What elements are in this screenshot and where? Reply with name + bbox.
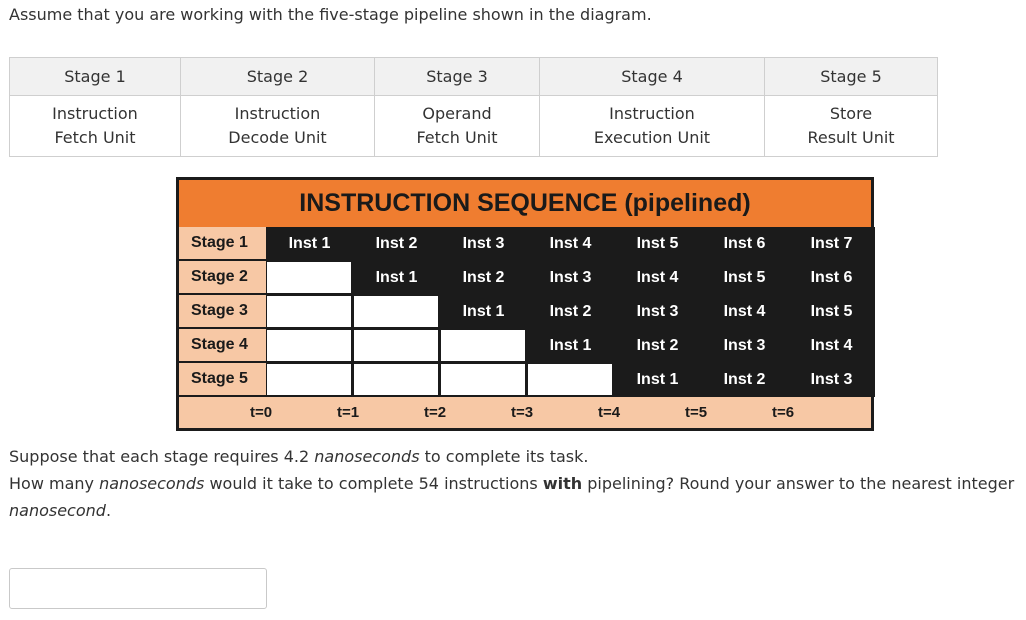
question-text: would it take to complete 54 instructions <box>204 474 543 493</box>
stage-unit-row <box>10 96 938 157</box>
question-strong: with <box>542 474 583 493</box>
stage-row-label: Stage 5 <box>179 363 266 397</box>
instruction-cell: Inst 1 <box>440 295 527 329</box>
time-axis <box>179 397 871 428</box>
unit-line: Instruction <box>234 104 321 123</box>
question-emphasis: nanoseconds <box>99 474 205 493</box>
instruction-cell: Inst 2 <box>701 363 788 397</box>
diagram-title: INSTRUCTION SEQUENCE (pipelined) <box>179 180 871 227</box>
instruction-cell: Inst 2 <box>353 227 440 261</box>
question-line-3 <box>9 501 111 520</box>
time-tick-label: t=1 <box>337 404 360 421</box>
unit-line: Instruction <box>609 104 695 123</box>
question-text: to complete its task. <box>419 447 589 466</box>
question-text: Suppose that each stage requires 4.2 <box>9 447 315 466</box>
stage-header: Stage 1 <box>10 58 181 96</box>
instruction-cell: Inst 2 <box>614 329 701 363</box>
empty-cell <box>353 295 440 329</box>
instruction-cell: Inst 3 <box>527 261 614 295</box>
pipeline-grid <box>179 227 875 397</box>
instruction-cell: Inst 4 <box>701 295 788 329</box>
question-line-2 <box>9 474 1026 493</box>
empty-cell <box>440 363 527 397</box>
stage-row-label: Stage 2 <box>179 261 266 295</box>
instruction-cell: Inst 3 <box>701 329 788 363</box>
empty-cell <box>266 363 353 397</box>
question-emphasis: nanoseconds <box>314 447 420 466</box>
pipeline-diagram <box>176 177 874 431</box>
instruction-cell: Inst 5 <box>701 261 788 295</box>
empty-cell <box>266 329 353 363</box>
unit-line: Decode Unit <box>228 128 327 147</box>
unit-line: Result Unit <box>807 128 895 147</box>
question-text: . <box>105 501 112 520</box>
empty-cell <box>266 295 353 329</box>
time-tick-label: t=2 <box>424 404 447 421</box>
stage-unit-cell <box>540 96 765 157</box>
stage-header: Stage 2 <box>181 58 375 96</box>
question-text: How many <box>9 474 100 493</box>
instruction-cell: Inst 2 <box>440 261 527 295</box>
stage-row-label: Stage 1 <box>179 227 266 261</box>
unit-line: Fetch Unit <box>54 128 136 147</box>
stage-header-row <box>10 58 938 96</box>
unit-line: Store <box>829 104 873 123</box>
time-tick-label: t=4 <box>598 404 621 421</box>
instruction-cell: Inst 4 <box>527 227 614 261</box>
stage-unit-cell <box>10 96 181 157</box>
instruction-cell: Inst 6 <box>701 227 788 261</box>
stage-unit-cell <box>375 96 540 157</box>
instruction-cell: Inst 7 <box>788 227 875 261</box>
unit-line: Instruction <box>52 104 138 123</box>
instruction-cell: Inst 5 <box>788 295 875 329</box>
stage-header: Stage 5 <box>765 58 938 96</box>
intro-text: Assume that you are working with the five-stage pipeline shown in the diagram. <box>9 5 652 24</box>
time-tick-label: t=6 <box>772 404 795 421</box>
stage-row-label: Stage 4 <box>179 329 266 363</box>
empty-cell <box>266 261 353 295</box>
instruction-cell: Inst 1 <box>527 329 614 363</box>
unit-line: Execution Unit <box>593 128 711 147</box>
instruction-cell: Inst 1 <box>266 227 353 261</box>
time-tick-label: t=3 <box>511 404 534 421</box>
empty-cell <box>353 329 440 363</box>
unit-line: Operand <box>422 104 492 123</box>
empty-cell <box>353 363 440 397</box>
stage-units-table <box>9 57 938 157</box>
instruction-cell: Inst 1 <box>353 261 440 295</box>
answer-input[interactable] <box>9 568 267 609</box>
question-text: pipelining? Round your answer to the nearest integer <box>582 474 1015 493</box>
stage-header: Stage 3 <box>375 58 540 96</box>
stage-row-label: Stage 3 <box>179 295 266 329</box>
unit-line: Fetch Unit <box>416 128 498 147</box>
instruction-cell: Inst 1 <box>614 363 701 397</box>
time-tick-label: t=0 <box>250 404 273 421</box>
question-emphasis: nanosecond <box>9 501 106 520</box>
stage-unit-cell <box>765 96 938 157</box>
stage-unit-cell <box>181 96 375 157</box>
empty-cell <box>527 363 614 397</box>
instruction-cell: Inst 3 <box>440 227 527 261</box>
instruction-cell: Inst 4 <box>788 329 875 363</box>
question-line-1 <box>9 447 589 466</box>
instruction-cell: Inst 3 <box>788 363 875 397</box>
stage-header: Stage 4 <box>540 58 765 96</box>
instruction-cell: Inst 3 <box>614 295 701 329</box>
instruction-cell: Inst 6 <box>788 261 875 295</box>
instruction-cell: Inst 2 <box>527 295 614 329</box>
instruction-cell: Inst 5 <box>614 227 701 261</box>
instruction-cell: Inst 4 <box>614 261 701 295</box>
empty-cell <box>440 329 527 363</box>
time-tick-label: t=5 <box>685 404 708 421</box>
